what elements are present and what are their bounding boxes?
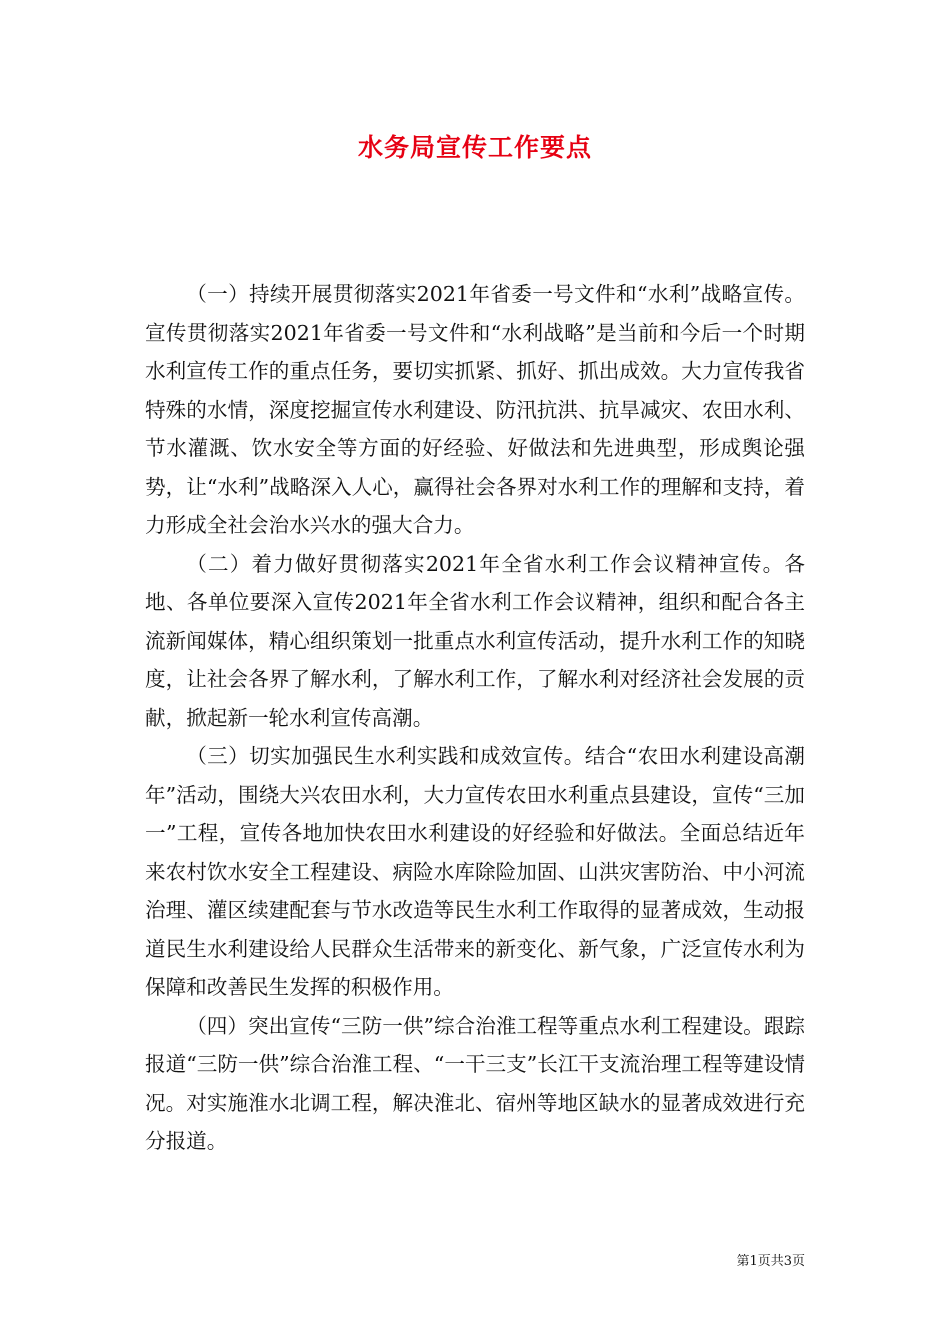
paragraph-2: （二）着力做好贯彻落实2021年全省水利工作会议精神宣传。各地、各单位要深入宣传2021年全省水利工作会议精神，组织和配合各主流新闻媒体，精心组织策划一批重点水利宣传活动，提升水利工作的知晓度，让社会各界了解水利，了解水利工作，了解水利对经济社会发展的贡献，掀起新一轮水利宣传高潮。 [145, 551, 805, 730]
paragraph-1: （一）持续开展贯彻落实2021年省委一号文件和“水利”战略宣传。宣传贯彻落实2021年省委一号文件和“水利战略”是当前和今后一个时期水利宣传工作的重点任务，要切实抓紧、抓好、抓出成效。大力宣传我省特殊的水情，深度挖掘宣传水利建设、防汛抗洪、抗旱减灾、农田水利、节水灌溉、饮水安全等方面的好经验、好做法和先进典型，形成舆论强势，让“水利”战略深入人心，赢得社会各界对水利工作的理解和支持，着力形成全社会治水兴水的强大合力。 [145, 282, 805, 537]
page-number-label: 第1页共3页 [736, 1254, 805, 1269]
paragraph-3: （三）切实加强民生水利实践和成效宣传。结合“农田水利建设高潮年”活动，围绕大兴农田水利，大力宣传农田水利重点县建设，宣传“三加一”工程，宣传各地加快农田水利建设的好经验和好做法。全面总结近年来农村饮水安全工程建设、病险水库除险加固、山洪灾害防治、中小河流治理、灌区续建配套与节水改造等民生水利工作取得的显著成效，生动报道民生水利建设给人民群众生活带来的新变化、新气象，广泛宣传水利为保障和改善民生发挥的积极作用。 [145, 744, 805, 999]
paragraph-4: （四）突出宣传“三防一供”综合治淮工程等重点水利工程建设。跟踪报道“三防一供”综合治淮工程、“一干三支”长江干支流治理工程等建设情况。对实施淮水北调工程，解决淮北、宿州等地区缺水的显著成效进行充分报道。 [145, 1013, 805, 1153]
document-body [145, 275, 805, 1161]
page-number-footer [736, 1250, 805, 1269]
document-title: 水务局宣传工作要点 [357, 133, 592, 162]
